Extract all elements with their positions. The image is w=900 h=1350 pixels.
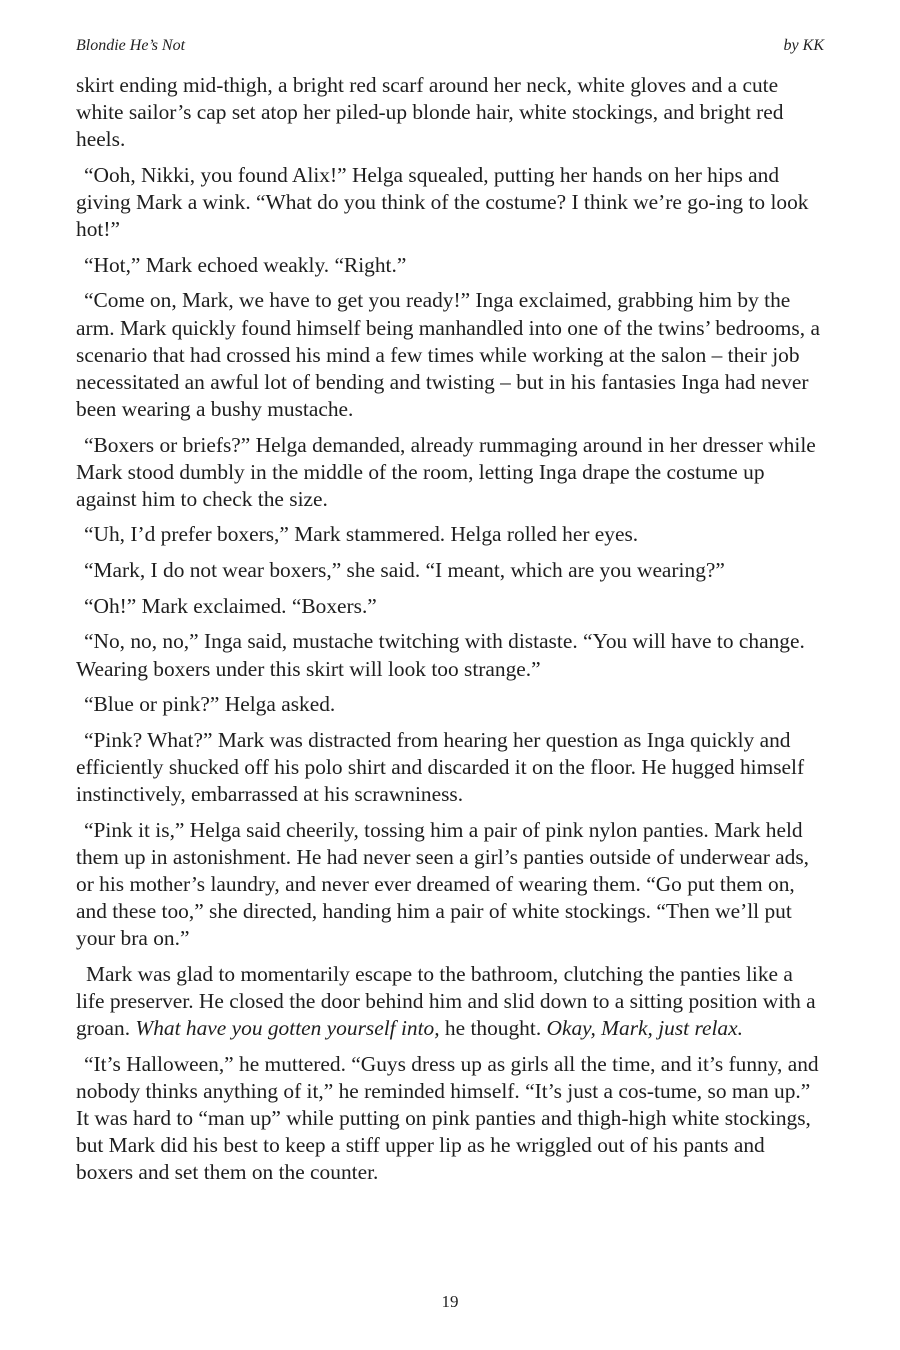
- paragraph: “Mark, I do not wear boxers,” she said. “I meant, which are you wearing?”: [84, 558, 725, 583]
- paragraph: “Hot,” Mark echoed weakly. “Right.”: [84, 252, 407, 277]
- paragraph: “Come on, Mark, we have to get you ready!” Inga exclaimed, grabbing him by the arm. Mark quickly found himself being manhandled into one of the twins’ bedrooms, a scenario that had crossed his mind a few times while working at the salon – their job necessitated an awful lot of bending and twisting – but in his fantasies Inga had never been wearing a bushy mustache.: [76, 288, 820, 421]
- italic-thought: What have you gotten yourself into,: [135, 1016, 440, 1041]
- book-title: Blondie He’s Not: [76, 37, 186, 54]
- paragraph: “Pink? What?” Mark was distracted from hearing her question as Inga quickly and efficiently shucked off his polo shirt and discarded it on the floor. He hugged himself instinctively, embarrassed at his scrawniness.: [76, 727, 805, 807]
- paragraph: “Uh, I’d prefer boxers,” Mark stammered. Helga rolled her eyes.: [84, 522, 639, 547]
- paragraph: [76, 961, 824, 1042]
- italic-thought: Okay, Mark, just relax.: [546, 1016, 743, 1041]
- paragraph: “Pink it is,” Helga said cheerily, tossing him a pair of pink nylon panties. Mark held them up in astonishment. He had never seen a girl’s panties outside of underwear ads, or his mother’s laundry, and never ever dreamed of wearing them. “Go put them on, and these too,” she directed, handing him a pair of white stockings. “Then we’ll put your bra on.”: [76, 817, 810, 951]
- paragraph-text: Mark was glad to momentarily escape to the bathroom, clutching the panties like a life preserver. He closed the door behind him and slid down to a sitting position with a groan.: [76, 961, 816, 1041]
- running-header: [76, 37, 824, 55]
- paragraph: “Boxers or briefs?” Helga demanded, already rummaging around in her dresser while Mark stood dumbly in the middle of the room, letting Inga drape the costume up against him to check the size.: [76, 432, 816, 511]
- paragraph: “Ooh, Nikki, you found Alix!” Helga squealed, putting her hands on her hips and giving Mark a wink. “What do you think of the costume? I think we’re go-ing to look hot!”: [76, 162, 809, 242]
- paragraph: “No, no, no,” Inga said, mustache twitching with distaste. “You will have to change. Wearing boxers under this skirt will look too strange.”: [76, 629, 805, 681]
- paragraph: “Oh!” Mark exclaimed. “Boxers.”: [84, 593, 377, 618]
- paragraph: skirt ending mid-thigh, a bright red scarf around her neck, white gloves and a cute white sailor’s cap set atop her piled-up blonde hair, white stockings, and bright red heels.: [76, 73, 784, 152]
- author-name: by KK: [783, 37, 824, 54]
- body-text: [76, 72, 824, 1195]
- paragraph: “Blue or pink?” Helga asked.: [84, 692, 336, 717]
- paragraph-text: he thought.: [439, 1016, 547, 1041]
- paragraph: “It’s Halloween,” he muttered. “Guys dress up as girls all the time, and it’s funny, and nobody thinks anything of it,” he reminded himself. “It’s just a cos-tume, so man up.” It was hard to “man up” while putting on pink panties and thigh-high white stockings, but Mark did his best to keep a stiff upper lip as he wriggled out of his pants and boxers and set them on the counter.: [76, 1051, 819, 1185]
- page-number: 19: [441, 1292, 459, 1311]
